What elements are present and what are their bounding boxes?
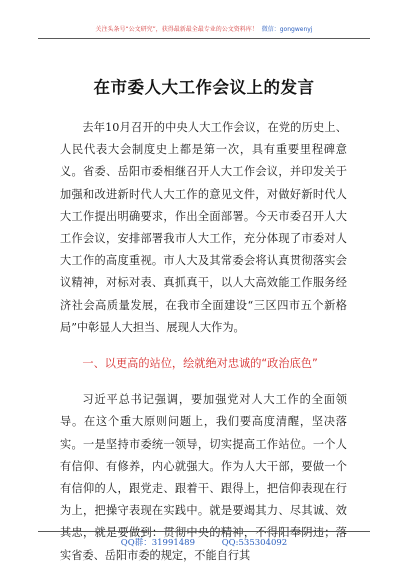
footer-qq-group: QQ群：31991489 xyxy=(120,538,195,548)
intro-paragraph: 去年10月召开的中央人大工作会议，在党的历史上、人民代表大会制度史上都是第一次，具有重要里程碑意义。省委、岳阳市委相继召开人大工作会议，并印发关于加强和改进新时代人大工作的意见文件，对做好新时代人大工作提出明确要求，作出全面部署。今天市委召开人大工作会议，安排部署我市人大工作，充分体现了市委对人大工作的高度重视。市人大及其常委会将认真贯彻落实会议精神，对标对表、真抓真干，以人大高效能工作服务经济社会高质量发展，在我市全面建设“三区四市五个新格局”中彰显人大担当、展现人大作为。 xyxy=(60,121,347,334)
document-body xyxy=(60,117,347,567)
header-notice: 关注头条号“公文研究”，获得最新最全最专业的公文资料库！ xyxy=(95,26,258,33)
section-paragraph: 习近平总书记强调，要加强党对人大工作的全面领导。在这个重大原则问题上，我们要高度清醒，坚决落实。一是坚持市委统一领导，切实提高工作站位。一个人有信仰、有修养，内心就强大。作为人大干部，要做一个有信仰的人，跟党走、跟着干、跟得上，把信仰表现在行为上，把操守表现在实践中。就是要竭其力、尽其诚、效其忠，就是要做到：贯彻中央的精神，不得阳奉阴违；落实省委、岳阳市委的规定，不能自行其 xyxy=(60,393,347,562)
page-header xyxy=(38,25,370,39)
document-title: 在市委人大工作会议上的发言 xyxy=(93,78,315,97)
section-heading: 一、以更高的站位，绘就绝对忠诚的“政治底色” xyxy=(82,357,318,371)
paragraph-gap xyxy=(60,339,347,353)
paragraph-gap xyxy=(60,375,347,389)
header-wechat: 微信：gongwenyj xyxy=(261,26,313,33)
footer-qq: QQ:535304092 xyxy=(221,538,288,548)
page-footer xyxy=(38,531,370,548)
